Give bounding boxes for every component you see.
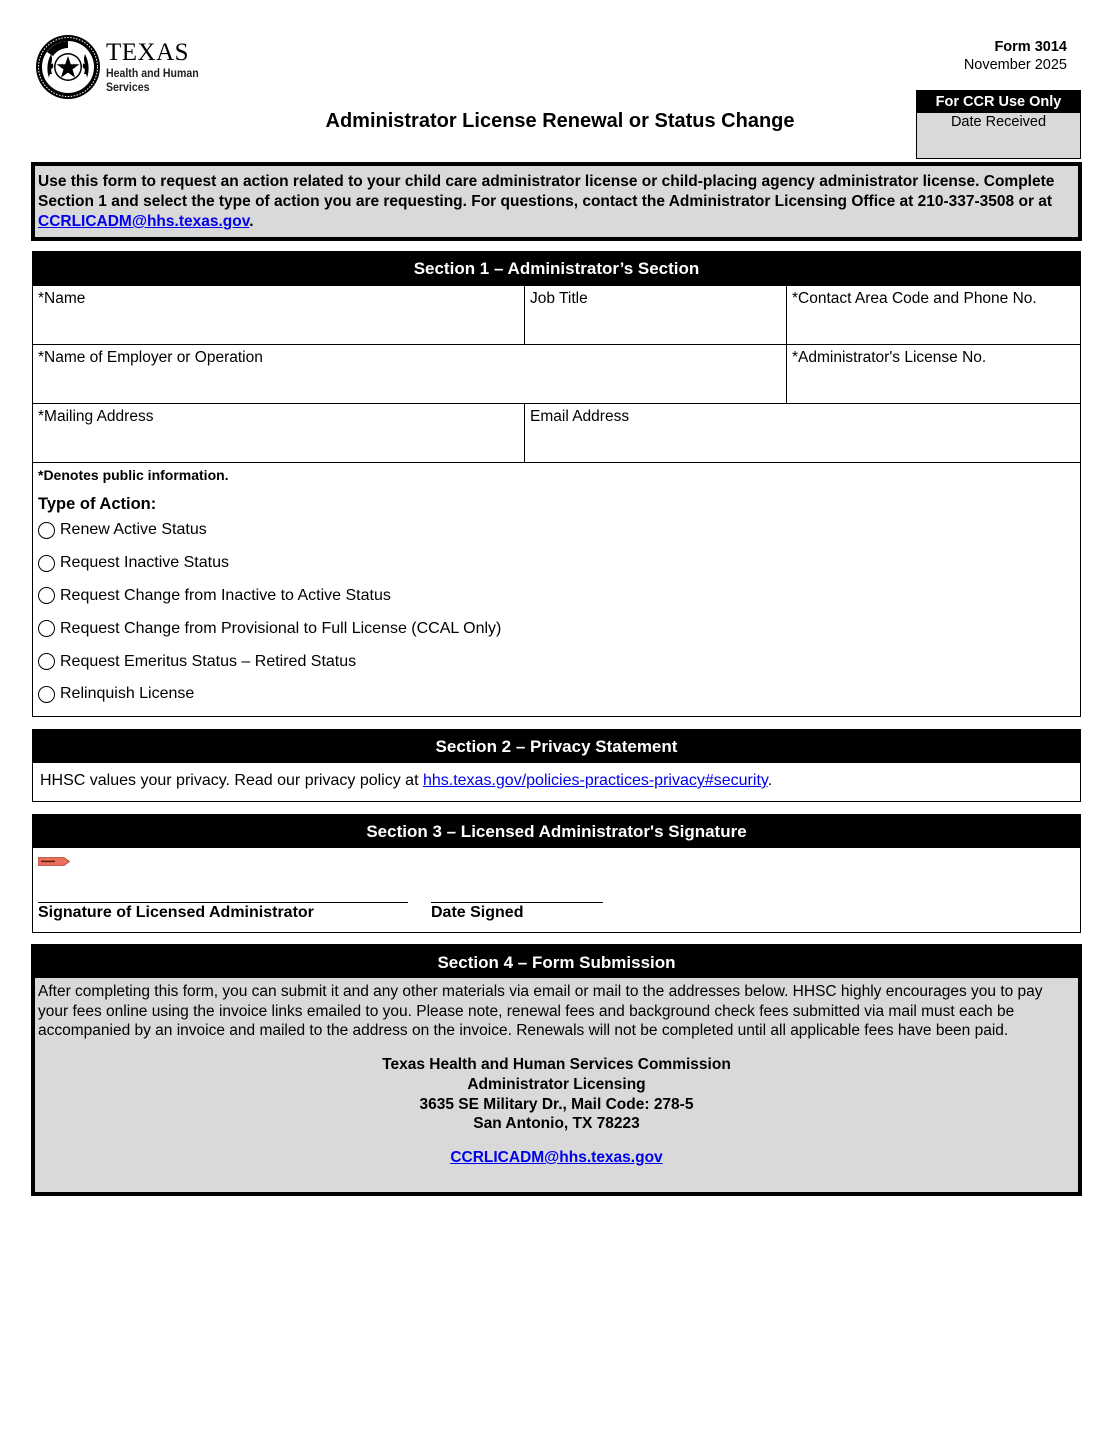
license-no-input[interactable] <box>792 367 1075 395</box>
form-row-3 <box>33 403 1080 462</box>
employer-label: *Name of Employer or Operation <box>38 349 263 366</box>
employer-field-cell <box>33 345 786 403</box>
form-date: November 2025 <box>963 57 1067 73</box>
license-no-label: *Administrator's License No. <box>792 349 987 366</box>
email-label: Email Address <box>530 408 630 425</box>
name-label: *Name <box>38 290 86 307</box>
name-input[interactable] <box>38 308 519 336</box>
submission-instructions: After completing this form, you can submit it and any other materials via email or mail to the addresses below. HHSC highly encourages you to pay your fees online using the invoice links emailed to you. Please note, renewal fees and background check fees submitted via mail must each be accompanied by an invoice and mailed to the address on the invoice. Renewals will not be completed until all applicable fees have been paid. <box>38 983 1043 1040</box>
intro-text: Use this form to request an action related to your child care administrator license or child-placing agency administrator license. Complete Section 1 and select the type of action you are requesting. For questions, contact the Administrator Licensing Office at 210-337-3508 or at <box>38 173 1055 210</box>
address-line: San Antonio, TX 78223 <box>473 1115 640 1133</box>
action-option-renew-active[interactable] <box>38 514 1075 547</box>
radio-button-icon[interactable] <box>38 653 55 670</box>
action-option-emeritus[interactable] <box>38 645 1075 678</box>
page-title: Administrator License Renewal or Status Change <box>325 110 795 132</box>
phone-input[interactable] <box>792 308 1075 336</box>
intro-email-link[interactable]: CCRLICADM@hhs.texas.gov <box>38 213 250 230</box>
submission-email-link[interactable]: CCRLICADM@hhs.texas.gov <box>450 1148 663 1166</box>
phone-field-cell <box>786 286 1080 344</box>
privacy-statement <box>33 763 1080 799</box>
date-signed-field[interactable] <box>431 902 603 922</box>
section-2-heading: Section 2 – Privacy Statement <box>33 730 1080 763</box>
radio-button-icon[interactable] <box>38 620 55 637</box>
privacy-suffix: . <box>767 772 773 789</box>
form-row-2 <box>33 344 1080 403</box>
texas-state-seal-icon <box>35 34 101 100</box>
radio-button-icon[interactable] <box>38 587 55 604</box>
logo-texas-text: TEXAS <box>106 39 190 66</box>
action-option-label: Request Inactive Status <box>60 554 229 572</box>
job-title-input[interactable] <box>530 308 781 336</box>
radio-button-icon[interactable] <box>38 555 55 572</box>
section-1-heading: Section 1 – Administrator’s Section <box>33 252 1080 285</box>
action-option-label: Relinquish License <box>60 685 195 703</box>
logo-hhs-text-line1: Health and Human <box>106 66 199 80</box>
radio-button-icon[interactable] <box>38 686 55 703</box>
license-no-field-cell <box>786 345 1080 403</box>
public-info-note: *Denotes public information. <box>38 467 229 483</box>
logo-hhs-text-line2: Services <box>106 80 150 94</box>
email-input[interactable] <box>530 426 1075 454</box>
email-field-cell <box>524 404 1080 462</box>
signature-label: Signature of Licensed Administrator <box>38 904 314 921</box>
employer-input[interactable] <box>38 367 781 395</box>
form-number: Form 3014 <box>994 39 1067 55</box>
action-option-label: Renew Active Status <box>60 521 207 539</box>
privacy-policy-link[interactable]: hhs.texas.gov/policies-practices-privacy#security <box>422 772 768 789</box>
intro-instructions <box>31 162 1082 241</box>
section-4-heading: Section 4 – Form Submission <box>35 948 1078 978</box>
action-option-request-inactive[interactable] <box>38 547 1075 580</box>
name-field-cell <box>33 286 524 344</box>
action-option-label: Request Change from Inactive to Active Status <box>60 586 391 604</box>
intro-suffix: . <box>249 213 254 230</box>
section-1-administrator <box>32 251 1081 717</box>
type-of-action-heading: Type of Action: <box>38 495 157 513</box>
section-2-privacy <box>32 729 1081 802</box>
section-4-submission <box>31 944 1082 1196</box>
address-line: Texas Health and Human Services Commission <box>382 1056 731 1074</box>
type-of-action-group <box>33 462 1080 714</box>
privacy-text: HHSC values your privacy. Read our privacy policy at <box>40 772 423 789</box>
action-option-label: Request Emeritus Status – Retired Status <box>60 652 357 670</box>
job-title-field-cell <box>524 286 786 344</box>
hhs-logo <box>35 32 215 102</box>
action-option-inactive-to-active[interactable] <box>38 580 1075 613</box>
job-title-label: Job Title <box>530 290 588 307</box>
action-option-label: Request Change from Provisional to Full License (CCAL Only) <box>60 619 502 637</box>
action-option-provisional-to-full[interactable] <box>38 612 1075 645</box>
signature-field[interactable] <box>38 902 408 922</box>
radio-button-icon[interactable] <box>38 522 55 539</box>
date-signed-label: Date Signed <box>431 904 524 921</box>
date-received-label: Date Received <box>950 114 1047 130</box>
ccr-heading: For CCR Use Only <box>917 91 1080 113</box>
action-option-relinquish[interactable] <box>38 678 1075 711</box>
submission-email <box>35 1149 1078 1167</box>
sign-here-tag-icon[interactable] <box>38 857 70 866</box>
address-line: Administrator Licensing <box>467 1075 646 1093</box>
form-identifier <box>964 38 1067 74</box>
section-3-heading: Section 3 – Licensed Administrator's Signature <box>33 815 1080 848</box>
address-line: 3635 SE Military Dr., Mail Code: 278-5 <box>419 1095 694 1113</box>
mailing-address-block <box>35 1055 1078 1134</box>
form-row-1 <box>33 285 1080 344</box>
mailing-address-label: *Mailing Address <box>38 408 154 425</box>
section-3-signature <box>32 814 1081 933</box>
mailing-address-field-cell <box>33 404 524 462</box>
mailing-address-input[interactable] <box>38 426 519 454</box>
phone-label: *Contact Area Code and Phone No. <box>792 290 1037 307</box>
